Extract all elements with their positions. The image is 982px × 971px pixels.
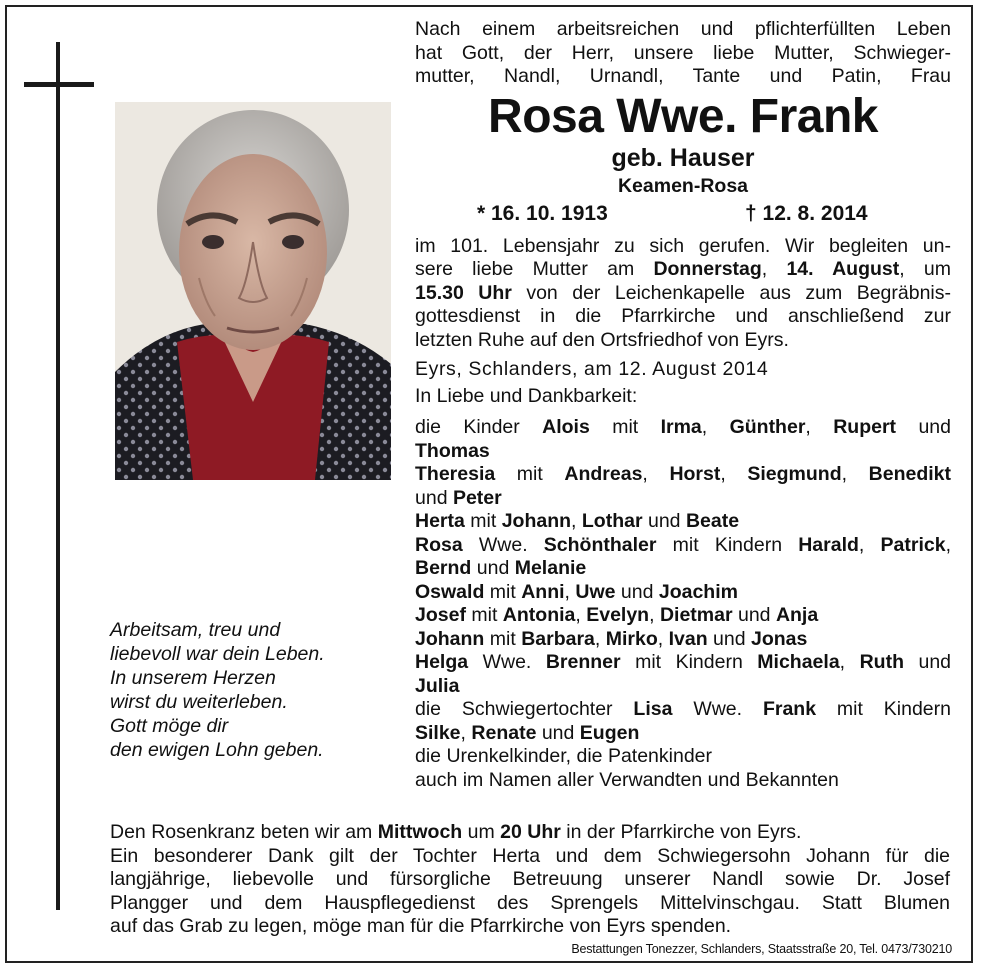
bold-text: 15.30 Uhr — [415, 281, 512, 304]
bold-text: Siegmund — [747, 463, 842, 485]
intro-line: hat Gott, der Herr, unsere liebe Mutter, Schwieger- — [415, 41, 951, 64]
thanks-heading: In Liebe und Dankbarkeit: — [415, 384, 638, 407]
text: , um — [899, 258, 951, 280]
text: Den Rosenkranz beten wir am — [110, 821, 378, 843]
life-dates — [415, 199, 951, 229]
text: , — [805, 416, 834, 438]
poem-line: Arbeitsam, treu und — [110, 619, 281, 641]
announcement-line — [415, 329, 951, 353]
text: , — [945, 533, 951, 556]
family-line — [415, 510, 951, 534]
bold-text: Michaela — [757, 651, 840, 673]
funeral-announcement — [415, 235, 951, 353]
text: , — [839, 651, 860, 673]
text: langjährige, liebevolle und fürsorgliche Betreuung unserer Nandl sowie Dr. Josef — [110, 868, 950, 890]
bold-text: Peter — [452, 486, 502, 509]
closing-line — [110, 845, 950, 869]
text: mit — [464, 510, 502, 532]
text: , — [841, 463, 869, 485]
family-line — [415, 651, 951, 675]
text: , — [642, 463, 670, 485]
bold-text: Harald — [798, 533, 859, 556]
bold-text: Thomas — [415, 439, 490, 462]
closing-line — [110, 892, 950, 916]
bold-text: Melanie — [514, 557, 587, 579]
text: , — [649, 604, 660, 626]
bold-text: Eugen — [579, 721, 640, 744]
memorial-poem — [110, 618, 325, 762]
bold-text: Lisa — [633, 698, 673, 720]
text: die Urenkelkinder, die Patenkinder — [415, 745, 713, 767]
closing-line — [110, 821, 950, 845]
bold-text: Julia — [415, 674, 460, 697]
bold-text: Lothar — [581, 510, 643, 532]
poem-line: den ewigen Lohn geben. — [110, 739, 324, 761]
bold-text: Anja — [775, 604, 819, 626]
closing-text — [110, 821, 950, 939]
bold-text: Oswald — [415, 580, 485, 603]
family-list — [415, 416, 951, 792]
intro-text — [415, 18, 951, 89]
text: im 101. Lebensjahr zu sich gerufen. Wir begleiten un- — [415, 234, 951, 257]
portrait-illustration — [115, 102, 391, 480]
maiden-name: geb. Hauser — [611, 143, 755, 172]
bold-text: Rupert — [833, 416, 897, 438]
bold-text: Renate — [471, 721, 537, 744]
family-line — [415, 628, 951, 652]
text: Plangger und dem Hauspflegedienst des Sprengels Mittelvinschgau. Statt Blumen — [110, 891, 950, 914]
text: , — [858, 533, 881, 556]
text: und — [471, 557, 515, 579]
bold-text: Günther — [729, 416, 806, 438]
poem-line: Gott möge dir — [110, 715, 229, 737]
text: Wwe. — [468, 651, 546, 673]
text: , — [575, 604, 587, 626]
family-line — [415, 534, 951, 558]
bold-text: Herta — [415, 510, 465, 532]
family-line — [415, 463, 951, 487]
text: , — [460, 721, 472, 744]
text: und — [707, 627, 752, 650]
bold-text: Helga — [415, 651, 469, 673]
bold-text: Beate — [685, 510, 740, 532]
text: und — [536, 721, 580, 744]
family-line — [415, 722, 951, 746]
intro-line: Nach einem arbeitsreichen und pflichterfüllten Leben — [415, 18, 951, 40]
bold-text: Ivan — [668, 627, 708, 650]
bold-text: Antonia — [502, 604, 576, 626]
text: die Kinder — [415, 416, 543, 438]
deceased-name: Rosa Wwe. Frank — [488, 89, 878, 143]
text: von der Leichenkapelle aus zum Begräbnis- — [511, 281, 951, 304]
cross-icon — [56, 42, 60, 910]
bold-text: Mittwoch — [377, 821, 463, 843]
bold-text: Irma — [660, 416, 702, 438]
text: gottesdienst in die Pfarrkirche und anschließend zur — [415, 305, 951, 327]
bold-text: Alois — [542, 416, 590, 438]
poem-line: wirst du weiterleben. — [110, 691, 288, 713]
text: , — [701, 416, 730, 438]
text: mit — [589, 416, 661, 438]
family-line — [415, 745, 951, 769]
bold-text: Barbara — [521, 627, 595, 650]
bold-text: 14. August — [786, 258, 900, 280]
announcement-line — [415, 235, 951, 259]
nickname: Keamen-Rosa — [617, 174, 749, 197]
text: , — [571, 510, 582, 532]
text: , — [564, 580, 576, 603]
cross-icon-bar — [24, 82, 94, 87]
family-line — [415, 557, 951, 581]
text: und — [903, 651, 952, 673]
family-line — [415, 698, 951, 722]
bold-text: Dietmar — [659, 604, 733, 626]
bold-text: Bernd — [415, 557, 472, 579]
text: , — [657, 627, 669, 650]
text: mit — [484, 627, 522, 650]
bold-text: Joachim — [658, 580, 738, 603]
bold-text: Frank — [762, 698, 817, 720]
bold-text: Jonas — [751, 627, 808, 650]
text: , — [761, 258, 787, 280]
bold-text: Ruth — [859, 651, 904, 673]
text: auch im Namen aller Verwandten und Bekannten — [415, 768, 839, 791]
bold-text: Evelyn — [586, 604, 650, 626]
text: mit — [465, 604, 503, 626]
place-date: Eyrs, Schlanders, am 12. August 2014 — [415, 358, 769, 380]
portrait-photo — [115, 102, 391, 480]
announcement-line — [415, 258, 951, 282]
family-line — [415, 487, 951, 511]
family-line — [415, 675, 951, 699]
bold-text: Mirko — [605, 627, 658, 650]
poem-line: liebevoll war dein Leben. — [110, 643, 325, 665]
text: die Schwiegertochter — [415, 698, 634, 720]
text: und — [642, 510, 686, 532]
text: mit — [495, 463, 565, 485]
bold-text: Brenner — [545, 651, 621, 673]
text: sere liebe Mutter am — [415, 258, 654, 280]
bold-text: Johann — [415, 627, 485, 650]
bold-text: Schönthaler — [543, 533, 657, 556]
family-line — [415, 440, 951, 464]
bold-text: Silke — [415, 721, 461, 744]
bold-text: Donnerstag — [653, 258, 762, 280]
text: in der Pfarrkirche von Eyrs. — [560, 821, 802, 843]
bold-text: Uwe — [575, 580, 616, 603]
family-line — [415, 604, 951, 628]
bold-text: Benedikt — [868, 463, 952, 485]
announcement-line — [415, 282, 951, 306]
text: mit Kindern — [656, 533, 799, 556]
bold-text: 20 Uhr — [500, 821, 561, 843]
family-line — [415, 416, 951, 440]
family-line — [415, 769, 951, 793]
family-line — [415, 581, 951, 605]
text: mit Kindern — [620, 651, 758, 673]
text: auf das Grab zu legen, möge man für die Pfarrkirche von Eyrs spenden. — [110, 915, 732, 937]
text: Wwe. — [672, 698, 763, 720]
text: und — [615, 580, 659, 603]
bold-text: Horst — [669, 463, 721, 485]
bold-text: Andreas — [564, 463, 643, 485]
text: und — [732, 604, 776, 626]
bold-text: Johann — [501, 510, 572, 532]
bold-text: Theresia — [415, 463, 496, 485]
bold-text: Patrick — [880, 533, 946, 556]
intro-line: mutter, Nandl, Urnandl, Tante und Patin, Frau — [415, 65, 951, 87]
text: letzten Ruhe auf den Ortsfriedhof von Eyrs. — [415, 328, 789, 351]
closing-line — [110, 915, 950, 939]
bold-text: Anni — [521, 580, 565, 603]
text: und — [896, 416, 951, 438]
text: mit — [484, 580, 522, 603]
text: und — [415, 486, 453, 509]
text: , — [594, 627, 606, 650]
bold-text: Rosa — [415, 533, 463, 556]
text: mit Kindern — [816, 698, 951, 720]
announcement-line — [415, 305, 951, 329]
text: Ein besonderer Dank gilt der Tochter Herta und dem Schwiegersohn Johann für die — [110, 844, 950, 867]
birth-date: * 16. 10. 1913 — [477, 201, 608, 225]
bold-text: Josef — [415, 604, 466, 626]
closing-line — [110, 868, 950, 892]
funeral-home-footer: Bestattungen Tonezzer, Schlanders, Staatsstraße 20, Tel. 0473/730210 — [571, 942, 952, 956]
text: um — [462, 821, 501, 843]
obituary-main-text — [415, 18, 951, 792]
text: Wwe. — [462, 533, 544, 556]
death-date: † 12. 8. 2014 — [745, 201, 868, 225]
text: , — [720, 463, 748, 485]
poem-line: In unserem Herzen — [110, 667, 276, 689]
